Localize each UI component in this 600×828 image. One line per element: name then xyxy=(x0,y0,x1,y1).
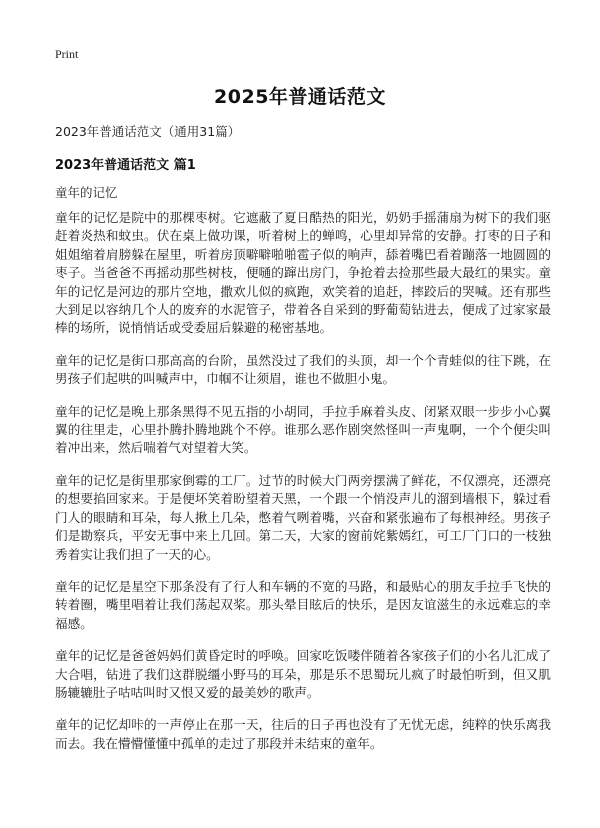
print-label: Print xyxy=(55,47,79,61)
section-heading: 2023年普通话范文 篇1 xyxy=(55,158,196,173)
paragraph-1: 童年的记忆是院中的那棵枣树。它遮蔽了夏日酷热的阳光，奶奶手摇蒲扇为树下的我们驱赶着炎热和蚊虫。伏在桌上做功课，听着树上的蝉鸣，心里却异常的安静。打枣的日子和姐姐缩着肩膀躲在屋里，听着房顶噼噼啪啪雹子似的响声，舔着嘴巴看着蹦落一地圆圆的枣子。当爸爸不再摇动那些树枝，便嗵的蹿出房门，争抢着去捡那些最大最红的果实。童年的记忆是河边的那片空地，撒欢儿似的疯跑，欢笑着的追赶，摔跤后的哭喊。还有那些大到足以容纳几个人的废弃的水泥管子，带着各自采到的野葡萄钻进去，便成了过家家最棒的场所，说悄悄话或受委屈后躲避的秘密基地。 xyxy=(55,210,551,336)
document-subtitle: 2023年普通话范文（通用31篇） xyxy=(55,124,241,139)
essay-title: 童年的记忆 xyxy=(55,185,118,200)
paragraph-7: 童年的记忆却咔的一声停止在那一天，往后的日子再也没有了无忧无虑，纯粹的快乐离我而去。我在懵懵懂懂中孤单的走过了那段并未结束的童年。 xyxy=(55,717,551,751)
document-title: 2025年普通话范文 xyxy=(214,86,386,108)
paragraph-4: 童年的记忆是街里那家倒霉的工厂。过节的时候大门两旁摆满了鲜花，不仅漂亮，还漂亮的想要掐回家来。于是便坏笑着盼望着天黑，一个跟一个悄没声儿的溜到墙根下，躲过看门人的眼睛和耳朵，每人揪上几朵，憋着气咧着嘴，兴奋和紧张遍布了每根神经。男孩子们是勘察兵，平安无事中来上几回。第二天，大家的窗前姹紫嫣红，可工厂门口的一枝独秀着实让我们担了一天的心。 xyxy=(55,472,551,562)
paragraph-5: 童年的记忆是星空下那条没有了行人和车辆的不宽的马路，和最贴心的朋友手拉手飞快的转着圈，嘴里唱着让我们荡起双桨。那头晕目眩后的快乐，是因友谊滋生的永远难忘的幸福感。 xyxy=(55,578,551,631)
essay-body xyxy=(55,209,551,767)
paragraph-6: 童年的记忆是爸爸妈妈们黄昏定时的呼唤。回家吃饭喽伴随着各家孩子们的小名儿汇成了大合唱，钻进了我们这群脱缰小野马的耳朵，那是乐不思蜀玩儿疯了时最怕听到，但又肌肠辘辘肚子咕咕叫时又恨又爱的最美妙的歌声。 xyxy=(55,648,551,700)
paragraph-2: 童年的记忆是街口那高高的台阶，虽然没过了我们的头顶，却一个个青蛙似的往下跳，在男孩子们起哄的叫喊声中，巾帼不让须眉，谁也不做胆小鬼。 xyxy=(55,352,551,387)
paragraph-3: 童年的记忆是晚上那条黑得不见五指的小胡同，手拉手麻着头皮、闭紧双眼一步步小心翼翼的往里走，心里扑腾扑腾地跳个不停。谁那么恶作剧突然怪叫一声鬼啊，一个个便尖叫着冲出来，然后喘着气对望着大笑。 xyxy=(55,403,551,456)
